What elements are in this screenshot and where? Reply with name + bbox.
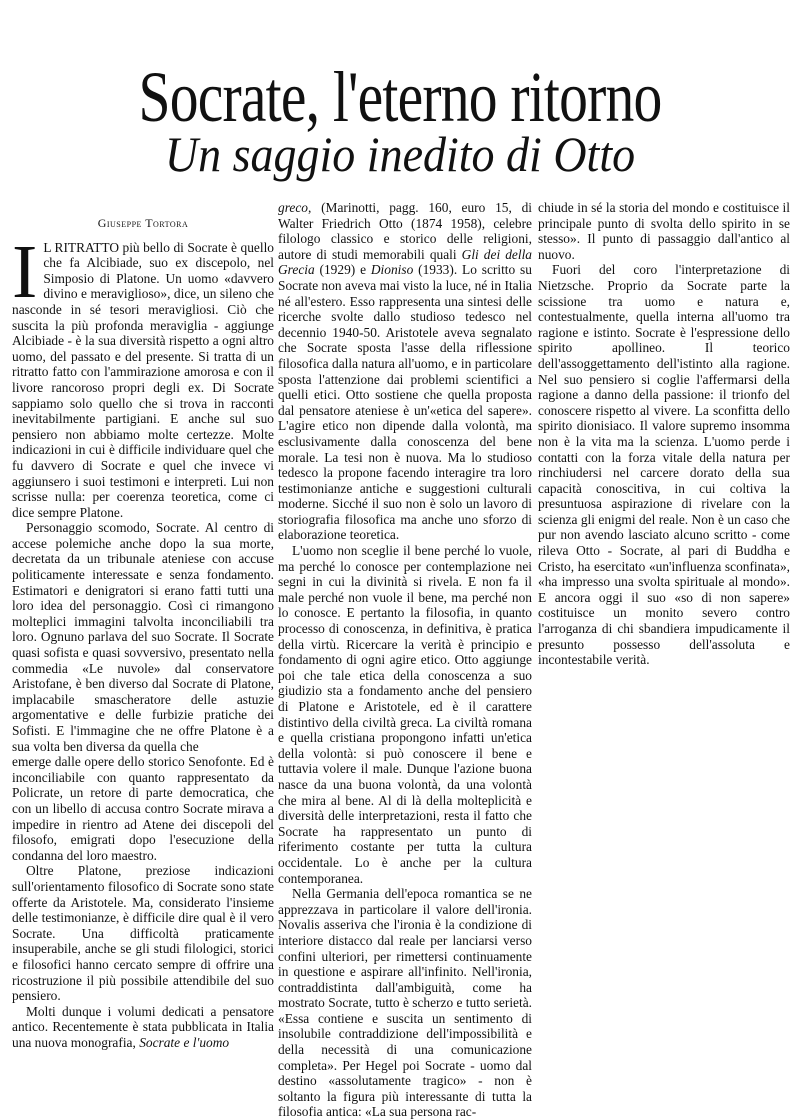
paragraph: Fuori del coro l'interpretazione di Nietzsche. Proprio da Socrate parte la scissione tra uomo e natura e, contestualmente, quella interna all'uomo tra ragione e istinto. Socrate è l'espressione dello spirito apollineo. Il teorico dell'assoggettamento dell'istinto alla ragione. Nel suo pensiero si coglie l'affermarsi della ragione a danno della passione: il trionfo del conoscere rispetto al vivere. La sconfitta dello spirito dionisiaco. Il valore supremo insomma non è la vita ma la scienza. L'uomo perde i contatti con la forza vitale della natura per rinchiudersi nel carcere dorato della sua capacità conoscitiva, in cui coltiva la presuntuosa aspirazione di rivelare con la scienza gli enigmi del reale. Non è un caso che pur non avendo lasciato alcuno scritto - come rileva Otto - Socrate, al pari di Buddha e Cristo, ha esercitato «un'influenza sconfinata», «ha impresso una svolta spirituale al mondo». E ancora oggi il suo «so di non sapere» costituisce un monito severo contro l'arroganza di chi sbandiera impudicamente il presunto possesso dell'assoluta e incontestabile verità. xyxy=(538,262,790,668)
column-3 xyxy=(538,200,790,668)
paragraph: Personaggio scomodo, Socrate. Al centro di accese polemiche anche dopo la sua morte, decretata da un tribunale ateniese con accuse politicamente interessate e senza fondamento. Estimatori e denigratori si erano fatti tutti una loro idea del personaggio. Così ci rimangono molteplici immagini talvolta inconciliabili tra loro. Ognuno parlava del suo Socrate. Il Socrate quasi sofista e quasi sovversivo, presentato nella commedia «Le nuvole» dal conservatore Aristofane, è ben diverso dal Socrate di Platone, implacabile smascheratore delle astuzie argomentative e delle furbizie pratiche dei Sofisti. E l'immagine che ne offre Platone è a sua volta ben diversa da quella che xyxy=(12,520,274,754)
paragraph-text: Molti dunque i volumi dedicati a pensatore antico. Recentemente è stata pubblicata in Italia una nuova monografia, xyxy=(12,1003,274,1050)
article-headline: Socrate, l'eterno ritorno xyxy=(138,57,662,138)
paragraph: emerge dalle opere dello storico Senofonte. Ed è inconciliabile con quanto rappresentato da Policrate, un retore di parte democratica, che con un libello di accusa contro Socrate mirava a impedire in rientro ad Atene dei discepoli del filosofo, emigrati dopo l'esecuzione della condanna del loro maestro. xyxy=(12,754,274,863)
paragraph-text: L RITRATTO più bello di Socrate è quello che fa Alcibiade, suo ex discepolo, nel Simposio di Platone. Un uomo «davvero divino e meraviglioso», dice, un sileno che nasconde in sé tesori meravigliosi. Ciò che suscita la più profonda meraviglia - aggiunge Alcibiade - è la sua diversità rispetto a ogni altro uomo, del passato e del presente. Si tratta di un ritratto fatto con l'ammirazione amorosa e con il livore rancoroso propri degli ex. Di Socrate sappiamo solo quello che si trova in racconti inevitabilmente partigiani. E anche sul suo pensiero non abbiamo molte certezze. Molte indicazioni in cui è difficile individuare quel che fu davvero di Socrate e quel che invece vi aggiunsero i suoi testimoni e interpreti. Lui non scrisse nulla: per coerenza teoretica, come ci dice sempre Platone. xyxy=(12,239,274,520)
article-subtitle: Un saggio inedito di Otto xyxy=(164,126,636,182)
book-title: Socrate e l'uomo xyxy=(139,1034,230,1050)
paragraph-text: (1933). Lo scritto su Socrate non aveva mai visto la luce, né in Italia né all'estero. Esso rappresenta una sintesi delle ricerche svolte dallo studioso tedesco nel decennio 1940-50. Aristotele aveva segnalato che Socrate sposta l'asse della riflessione filosofica dalla natura all'uomo, e in particolare sposta l'attenzione dai problemi scientifici a quelli etici. Otto sostiene che quella proposta dal pensatore ateniese è un'«etica del sapere». L'agire etico non dipende dalla volontà, ma esclusivamente dalla conoscenza del bene morale. La tesi non è nuova. Ma lo studioso tedesco la propone facendo interagire tra loro testimonianze antiche e suggestioni culturali moderne. Sicché il suo non è solo un lavoro di storiografia filosofica ma anche uno sforzo di elaborazione teoretica. xyxy=(278,262,532,543)
book-title: greco xyxy=(278,200,308,215)
paragraph: L'uomo non sceglie il bene perché lo vuole, ma perché lo conosce per contemplazione nei segni in cui la divinità si rivela. E non fa il male perché non vuole il bene, ma perché non lo conosce. E pertanto la filosofia, in quanto processo di conoscenza, in definitiva, è pratica della virtù. Ricercare la verità è principio e fondamento di ogni agire etico. Otto aggiunge poi che tale etica della conoscenza a suo giudizio sta a fondamento anche del pensiero di Platone e Aristotele, ed è il carattere distintivo della civiltà greca. La civiltà romana e quella cristiana propongono infatti un'etica della volontà: si può conoscere il bene e tuttavia volere il male. Dunque l'azione buona nasce da una buona volontà, da una volontà che mira al bene. Al di là della molteplicità e diversità delle interpretazioni, resta il fatto che Socrate ha rappresentato un punto di riferimento costante per tutta la cultura occidentale. Lo è anche per la cultura contemporanea. xyxy=(278,543,532,886)
paragraph xyxy=(278,200,532,543)
paragraph: Nella Germania dell'epoca romantica se ne apprezzava in particolare il valore dell'ironia. Novalis asseriva che l'ironia è la condizione di interiore distacco dal reale per lanciarsi verso confini ulteriori, per rimettersi continuamente in questione e aspirare all'infinito. Nell'ironia, contraddistinta dall'ambiguità, come ha mostrato Socrate, tutto è scherzo e tutto serietà. «Essa contiene e suscita un sentimento di insolubile contraddizione dell'impossibilità e della necessità di una comunicazione completa». Per Hegel poi Socrate - uomo dal destino «assolutamente tragico» - non è soltanto la figura più interessante di tutta la filosofia antica: «La sua persona rac- xyxy=(278,886,532,1120)
drop-cap: I xyxy=(12,229,38,314)
paragraph: chiude in sé la storia del mondo e costituisce il principale punto di svolta dello spirito in se stesso». Il punto di passaggio dall'antico al nuovo. xyxy=(538,200,790,262)
book-title: Dioniso xyxy=(370,262,414,278)
byline: Giuseppe Tortora xyxy=(97,216,189,230)
paragraph-text: , (Marinotti, pagg. 160, euro 15, di Walter Friedrich Otto (1874 1958), celebre filologo classico e storico delle religioni, autore di studi memorabili quali xyxy=(278,200,532,262)
book-title: Gli dei della Grecia xyxy=(278,246,532,278)
column-1 xyxy=(12,200,274,1050)
paragraph-text: (1929) e xyxy=(319,262,367,278)
column-2 xyxy=(278,200,532,1120)
paragraph: Oltre Platone, preziose indicazioni sull'orientamento filosofico di Socrate sono state offerte da Aristotele. Ma, considerato l'insieme delle testimonianze, è difficile dire qual è il vero Socrate. Una difficoltà praticamente insuperabile, anche se gli studi filologici, storici e filosofici hanno cercato sempre di offrire una ricostruzione il più possibile attendibile del suo pensiero. xyxy=(12,863,274,1004)
paragraph xyxy=(12,229,274,521)
paragraph xyxy=(12,1004,274,1051)
